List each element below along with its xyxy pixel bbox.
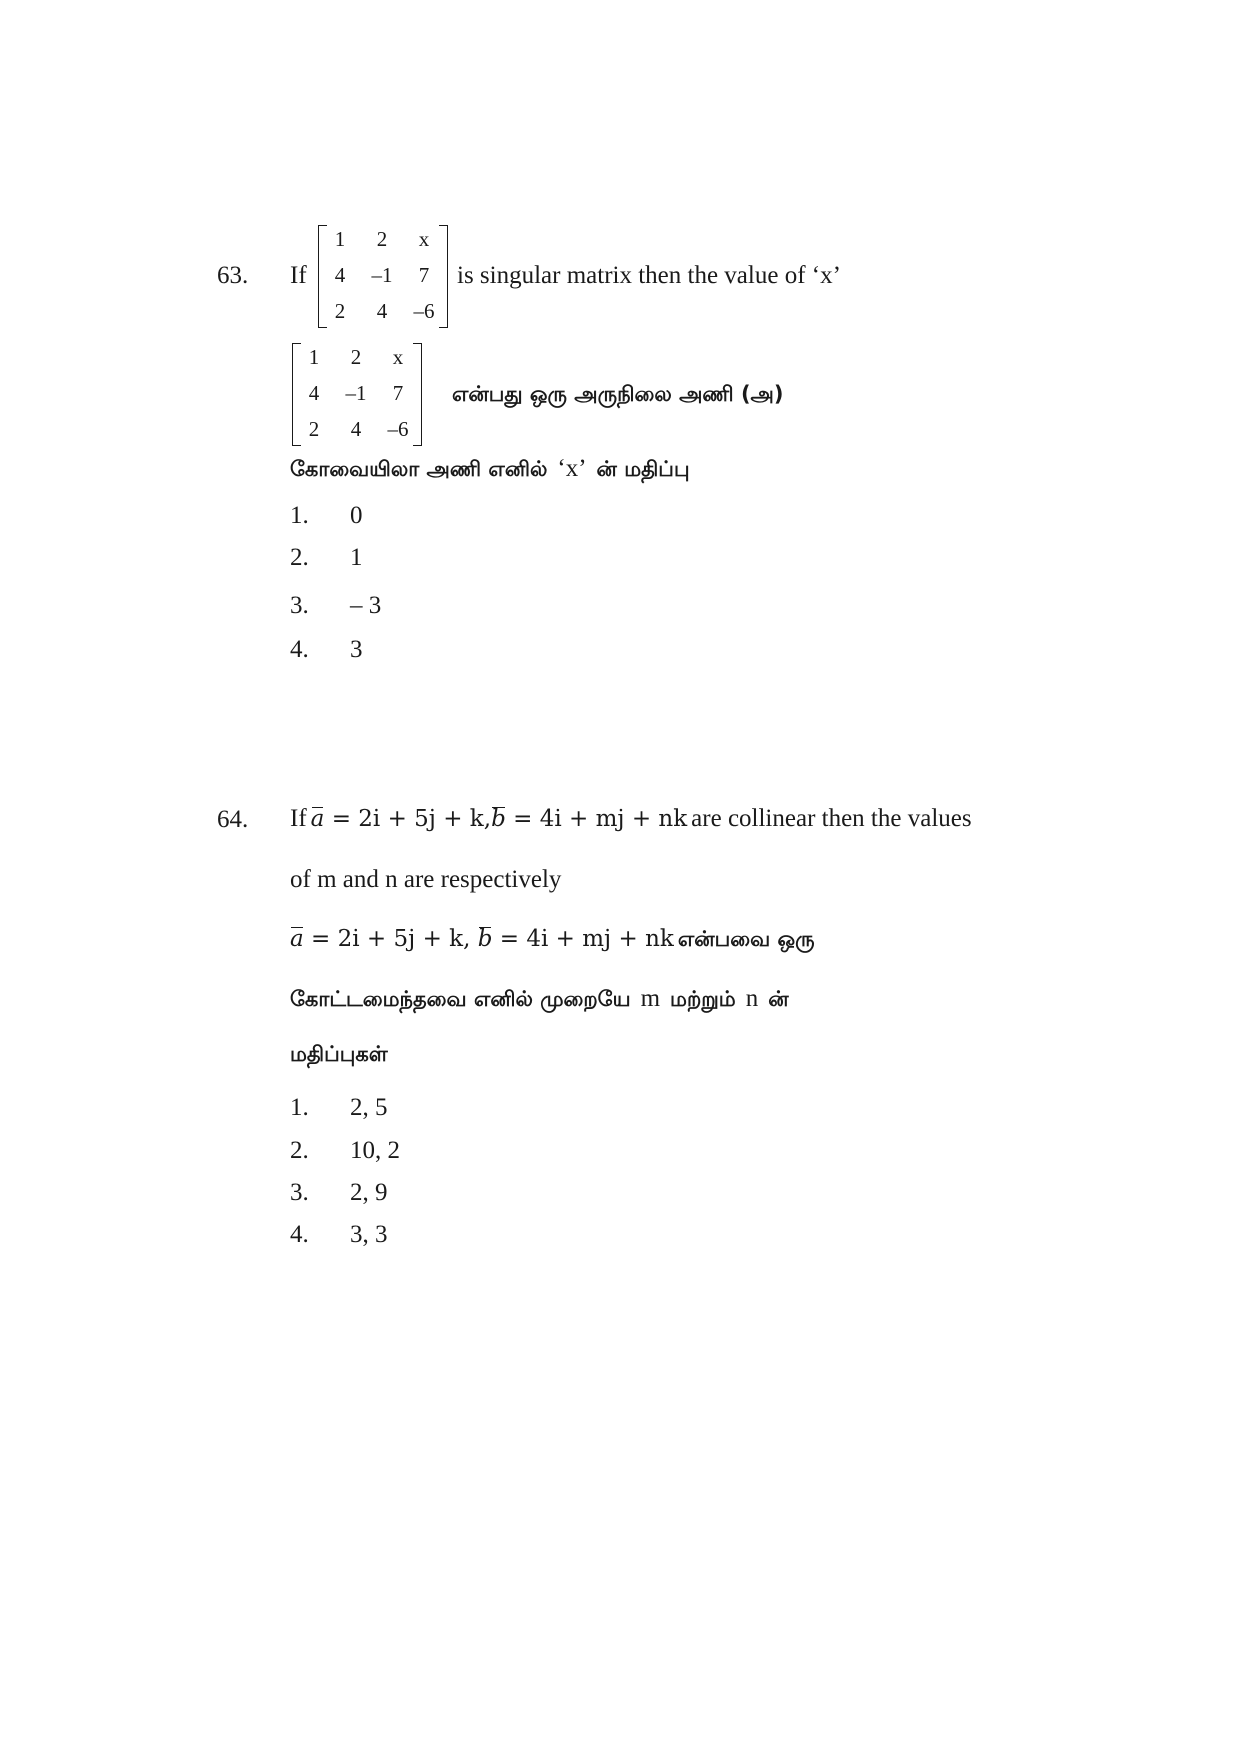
question-64-ta-line1: [290, 926, 815, 954]
question-63-matrix-ta: [292, 343, 422, 446]
question-64-text-en: are collinear then the values: [691, 805, 972, 832]
matrix-cell: 4: [334, 263, 346, 287]
vector-a-expr: = 2i + 5j + k,: [311, 926, 471, 952]
question-63-text-ta-line2: [290, 455, 690, 484]
option-value: 2, 5: [350, 1094, 388, 1121]
matrix-cell: 2: [350, 345, 362, 369]
ta-text: ன் மதிப்பு: [596, 457, 690, 481]
matrix-cell: 4: [308, 381, 320, 405]
option-row[interactable]: [290, 592, 381, 620]
question-64-line2: of m and n are respectively: [290, 866, 562, 893]
option-number: 4.: [290, 1221, 309, 1248]
option-row[interactable]: [290, 502, 363, 530]
question-63-matrix-en: [318, 225, 448, 328]
option-row[interactable]: [290, 636, 363, 664]
option-value: 10, 2: [350, 1137, 400, 1164]
matrix-cell: –1: [371, 263, 393, 287]
ta-text: என்பவை ஒரு: [677, 927, 815, 951]
option-number: 3.: [290, 1179, 309, 1206]
vector-b-expr: = 4i + mj + nk: [499, 926, 674, 952]
matrix-cell: –1: [345, 381, 367, 405]
vector-a-symbol: a: [310, 806, 325, 832]
matrix-cell: 2: [308, 417, 320, 441]
question-63-text-en: is singular matrix then the value of ‘x’: [457, 262, 841, 289]
vector-a-symbol: a: [290, 926, 304, 952]
option-value: 3: [350, 636, 363, 663]
option-row[interactable]: [290, 1179, 388, 1207]
question-64-line1: [290, 805, 972, 833]
vector-b-symbol: b: [491, 806, 506, 832]
matrix-cell: 2: [376, 227, 388, 251]
matrix-cell: 2: [334, 299, 346, 323]
vector-b-symbol: b: [477, 926, 493, 952]
ta-text: கோவையிலா அணி எனில்: [290, 457, 548, 481]
option-number: 2.: [290, 1137, 309, 1164]
matrix-cell: 4: [350, 417, 362, 441]
question-64-ta-line3: மதிப்புகள்: [290, 1042, 388, 1066]
matrix-cell: –6: [387, 417, 409, 441]
option-row[interactable]: [290, 1221, 388, 1249]
option-row[interactable]: [290, 544, 363, 572]
question-63-if: If: [290, 262, 307, 289]
option-value: 0: [350, 502, 363, 529]
option-number: 3.: [290, 592, 309, 619]
ta-text: மற்றும்: [670, 987, 736, 1011]
matrix-cell: 7: [418, 263, 430, 287]
matrix-cell: –6: [413, 299, 435, 323]
vector-a-expr: = 2i + 5j + k,: [331, 806, 492, 832]
question-64-number: 64.: [217, 806, 249, 833]
question-63-number: 63.: [217, 262, 249, 289]
ta-text: கோட்டமைந்தவை எனில் முறையே: [290, 987, 631, 1011]
ta-text: ன்: [768, 987, 789, 1011]
option-value: – 3: [350, 592, 382, 619]
option-number: 1.: [290, 1094, 309, 1121]
matrix-cell: x: [418, 227, 430, 251]
option-row[interactable]: [290, 1094, 388, 1122]
matrix-cell: 1: [334, 227, 346, 251]
variable-n: n: [745, 985, 759, 1012]
question-64-if: If: [290, 805, 307, 832]
matrix-cell: 4: [376, 299, 388, 323]
variable-m: m: [640, 985, 661, 1012]
option-value: 1: [350, 544, 363, 571]
matrix-cell: 7: [392, 381, 404, 405]
question-63-text-ta-line1: என்பது ஒரு அருநிலை அணி (அ): [452, 382, 784, 406]
question-64-ta-line2: [290, 985, 789, 1014]
option-number: 4.: [290, 636, 309, 663]
option-value: 2, 9: [350, 1179, 388, 1206]
matrix-cell: x: [392, 345, 404, 369]
option-number: 2.: [290, 544, 309, 571]
option-row[interactable]: [290, 1137, 400, 1165]
variable-x: ‘x’: [557, 455, 587, 482]
option-value: 3, 3: [350, 1221, 388, 1248]
matrix-cell: 1: [308, 345, 320, 369]
option-number: 1.: [290, 502, 309, 529]
vector-b-expr: = 4i + mj + nk: [513, 806, 688, 832]
